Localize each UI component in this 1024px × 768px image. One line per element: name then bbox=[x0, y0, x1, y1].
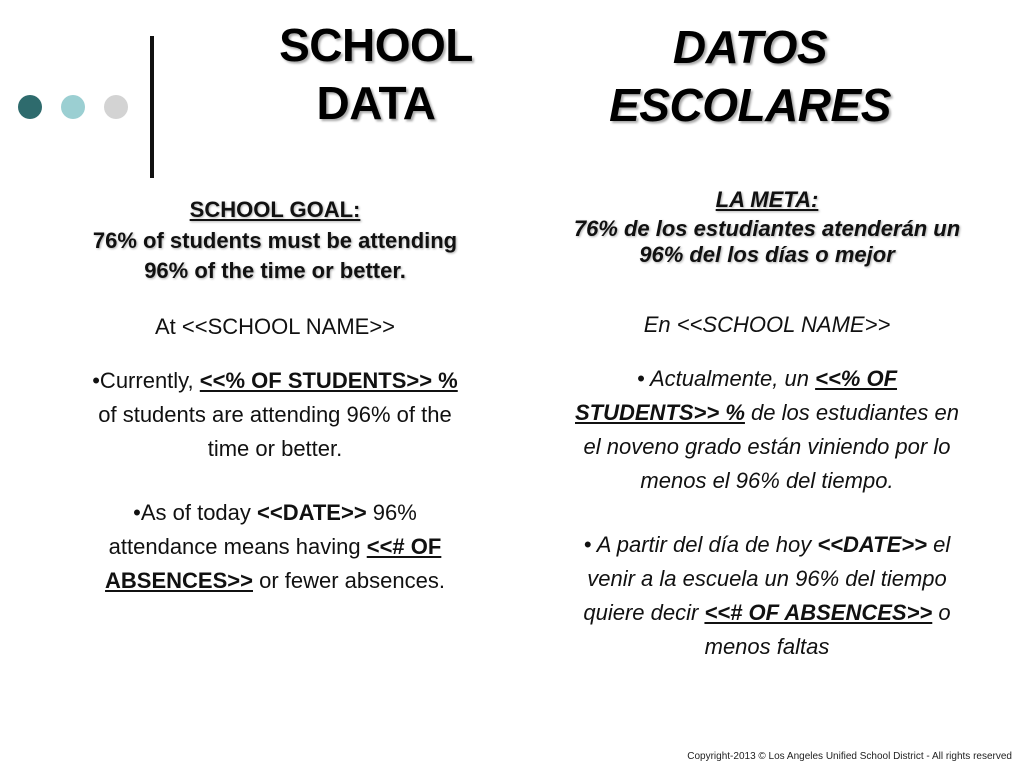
school-name-line: At <<SCHOOL NAME>> bbox=[154, 314, 396, 339]
date-placeholder: <<DATE>> bbox=[257, 500, 367, 525]
bullet-actualmente: • Actualmente, un <<% OF STUDENTS>> % de los estudiantes en el noveno grado están viniendo por lo menos el 96% del tiempo. bbox=[575, 366, 959, 493]
school-goal-label: SCHOOL GOAL: bbox=[189, 197, 361, 222]
left-column bbox=[40, 194, 510, 598]
date-placeholder-es: <<DATE>> bbox=[817, 532, 927, 557]
school-goal-text: 76% of students must be attending 96% of the time or better. bbox=[92, 228, 458, 283]
decor-dot-dark bbox=[18, 95, 42, 119]
absences-placeholder: ABSENCES>> bbox=[105, 568, 253, 593]
absences-placeholder-es: <<# OF ABSENCES>> bbox=[704, 600, 933, 625]
title-english: SCHOOL DATA bbox=[279, 19, 473, 129]
decor-dot-teal bbox=[61, 95, 85, 119]
students-percent-placeholder-es: STUDENTS>> % bbox=[575, 400, 745, 425]
bullet-current-attendance: •Currently, <<% OF STUDENTS>> % of students are attending 96% of the time or better. bbox=[92, 368, 458, 461]
students-percent-placeholder: <<% OF STUDENTS>> % bbox=[199, 368, 458, 393]
bullet-a-partir: • A partir del día de hoy <<DATE>> el venir a la escuela un 96% del tiempo quiere decir <<# OF ABSENCES>> o menos faltas bbox=[583, 532, 951, 659]
title-divider bbox=[150, 36, 154, 178]
copyright-footer: Copyright-2013 © Los Angeles Unified School District - All rights reserved bbox=[687, 751, 1012, 762]
bullet-absences: •As of today <<DATE>> 96% attendance means having <<# OF ABSENCES>> or fewer absences. bbox=[105, 500, 445, 593]
right-column bbox=[540, 184, 994, 664]
school-name-line-es: En <<SCHOOL NAME>> bbox=[643, 312, 891, 337]
meta-text: 76% de los estudiantes atenderán un 96% del los días o mejor bbox=[573, 216, 961, 267]
meta-label: LA META: bbox=[715, 187, 819, 212]
decor-dot-gray bbox=[104, 95, 128, 119]
title-spanish: DATOS ESCOLARES bbox=[609, 21, 891, 131]
